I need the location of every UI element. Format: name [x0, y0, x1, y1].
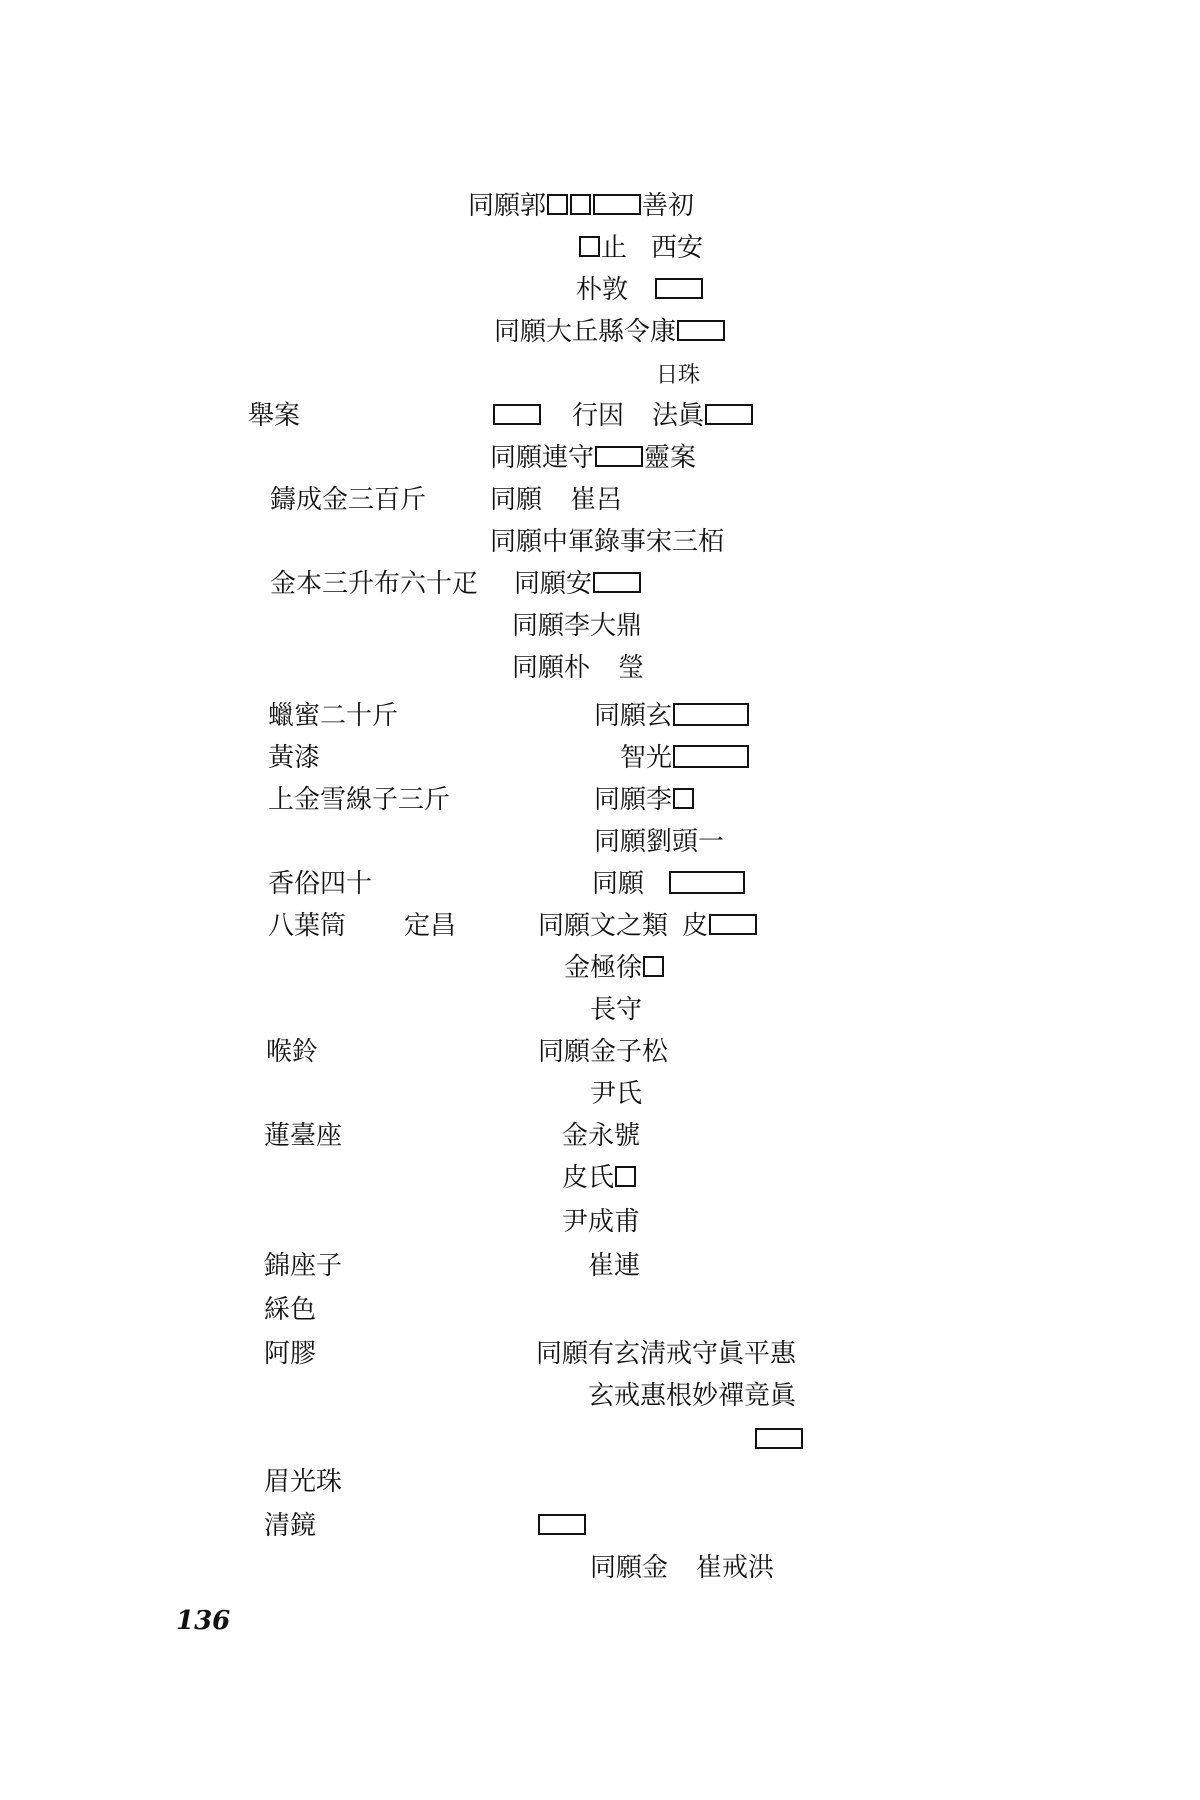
- donor-line: [564, 953, 665, 983]
- page-number: 136: [176, 1606, 231, 1636]
- item-label: 金本三升布六十疋: [270, 569, 479, 599]
- donor-line: [620, 743, 750, 773]
- lacuna-box: [547, 194, 568, 215]
- donor-name: 皮氏: [562, 1163, 615, 1193]
- donor-name: 瑩: [618, 653, 645, 683]
- donor-name: 朴敦: [576, 275, 629, 305]
- item-label: 眉光珠: [264, 1467, 343, 1497]
- donor-name: 同願: [592, 869, 645, 899]
- lacuna-box: [570, 194, 591, 215]
- donor-name: 法眞: [652, 401, 705, 431]
- donor-line: 玄戒惠根妙禪竟眞: [588, 1381, 797, 1411]
- lacuna-box: [593, 194, 641, 215]
- item-label: 阿膠: [264, 1339, 317, 1369]
- lacuna-box: [673, 703, 749, 726]
- lacuna-box: [669, 871, 745, 894]
- item-label: 綵色: [264, 1295, 317, 1325]
- donor-line: 同願中軍錄事宋三栢: [490, 527, 725, 557]
- donor-line: 崔連: [588, 1251, 641, 1281]
- donor-line: 尹成甫: [562, 1207, 641, 1237]
- donor-line: [594, 785, 695, 815]
- donor-line: [492, 401, 754, 431]
- lacuna-box: [655, 278, 703, 299]
- lacuna-box: [593, 572, 641, 593]
- donor-name: 同願: [490, 485, 543, 515]
- donor-name: 同願李: [594, 785, 673, 815]
- lacuna-box: [643, 956, 664, 977]
- donor-name: 崔呂: [570, 485, 623, 515]
- donor-name: 金極徐: [564, 953, 643, 983]
- item-label: 蓮臺座: [264, 1121, 343, 1151]
- item-label: 香俗四十: [268, 869, 373, 899]
- donor-name: 行因: [572, 401, 625, 431]
- lacuna-box: [595, 446, 643, 467]
- donor-line: [594, 701, 750, 731]
- donor-name: 皮: [682, 911, 709, 941]
- donor-name: 同願金: [590, 1553, 669, 1583]
- lacuna-box: [677, 320, 725, 341]
- item-label: [268, 911, 456, 941]
- donor-line: [490, 443, 696, 473]
- donor-name: 同願連守: [490, 443, 595, 473]
- item-label: 錦座子: [264, 1251, 343, 1281]
- lacuna-box: [538, 1514, 586, 1535]
- lacuna-box: [673, 745, 749, 768]
- lacuna-box: [709, 914, 757, 935]
- donor-line: [578, 233, 703, 263]
- item-label: 鑄成金三百斤: [270, 485, 427, 515]
- donor-line: 日珠: [656, 363, 701, 388]
- lacuna-box: [755, 1428, 803, 1449]
- donor-line: [494, 317, 726, 347]
- donor-name: 同願大丘縣令康: [494, 317, 677, 347]
- donor-name: 同願文之類: [538, 911, 669, 941]
- donor-line: 尹氏: [590, 1079, 643, 1109]
- donor-line: 同願李大鼎: [512, 611, 643, 641]
- donor-name: 善初: [642, 191, 695, 221]
- donor-name: 同願安: [514, 569, 593, 599]
- lacuna-box: [673, 788, 694, 809]
- donor-line: 金永號: [562, 1121, 641, 1151]
- donor-line: 長守: [590, 995, 643, 1025]
- item-label: 清鏡: [264, 1511, 317, 1541]
- donor-line: [590, 1553, 774, 1583]
- donor-line: 同願金子松: [538, 1037, 669, 1067]
- item-label: 蠟蜜二十斤: [268, 701, 399, 731]
- item-label: 喉鈴: [266, 1037, 319, 1067]
- lacuna-box: [615, 1166, 636, 1187]
- item-name: 定昌: [404, 911, 457, 941]
- donor-name: 同願玄: [594, 701, 673, 731]
- donor-line: 同願劉頭一: [594, 827, 725, 857]
- donor-line: [538, 911, 758, 941]
- donor-line: [592, 869, 746, 899]
- donor-name: 同願郭: [468, 191, 547, 221]
- donor-line: [512, 653, 644, 683]
- donor-line: [490, 485, 622, 515]
- donor-line: 同願有玄淸戒守眞平惠: [536, 1339, 797, 1369]
- item-label: 上金雪線子三斤: [268, 785, 451, 815]
- donor-name: 同願朴: [512, 653, 591, 683]
- item-label: 黃漆: [268, 743, 321, 773]
- donor-line: [514, 569, 642, 599]
- donor-name: 靈案: [644, 443, 697, 473]
- item-label: 舉案: [248, 401, 301, 431]
- donor-name: 崔戒洪: [696, 1553, 775, 1583]
- donor-line: [576, 275, 704, 305]
- lacuna-box: [705, 404, 753, 425]
- item-name: 八葉筒: [268, 911, 347, 941]
- donor-name: 止: [601, 233, 628, 263]
- donor-line: [562, 1163, 637, 1193]
- lacuna-box: [579, 236, 600, 257]
- donor-name: 智光: [620, 743, 673, 773]
- lacuna-box: [493, 404, 541, 425]
- donor-line: [468, 191, 694, 221]
- donor-name: 西安: [651, 233, 704, 263]
